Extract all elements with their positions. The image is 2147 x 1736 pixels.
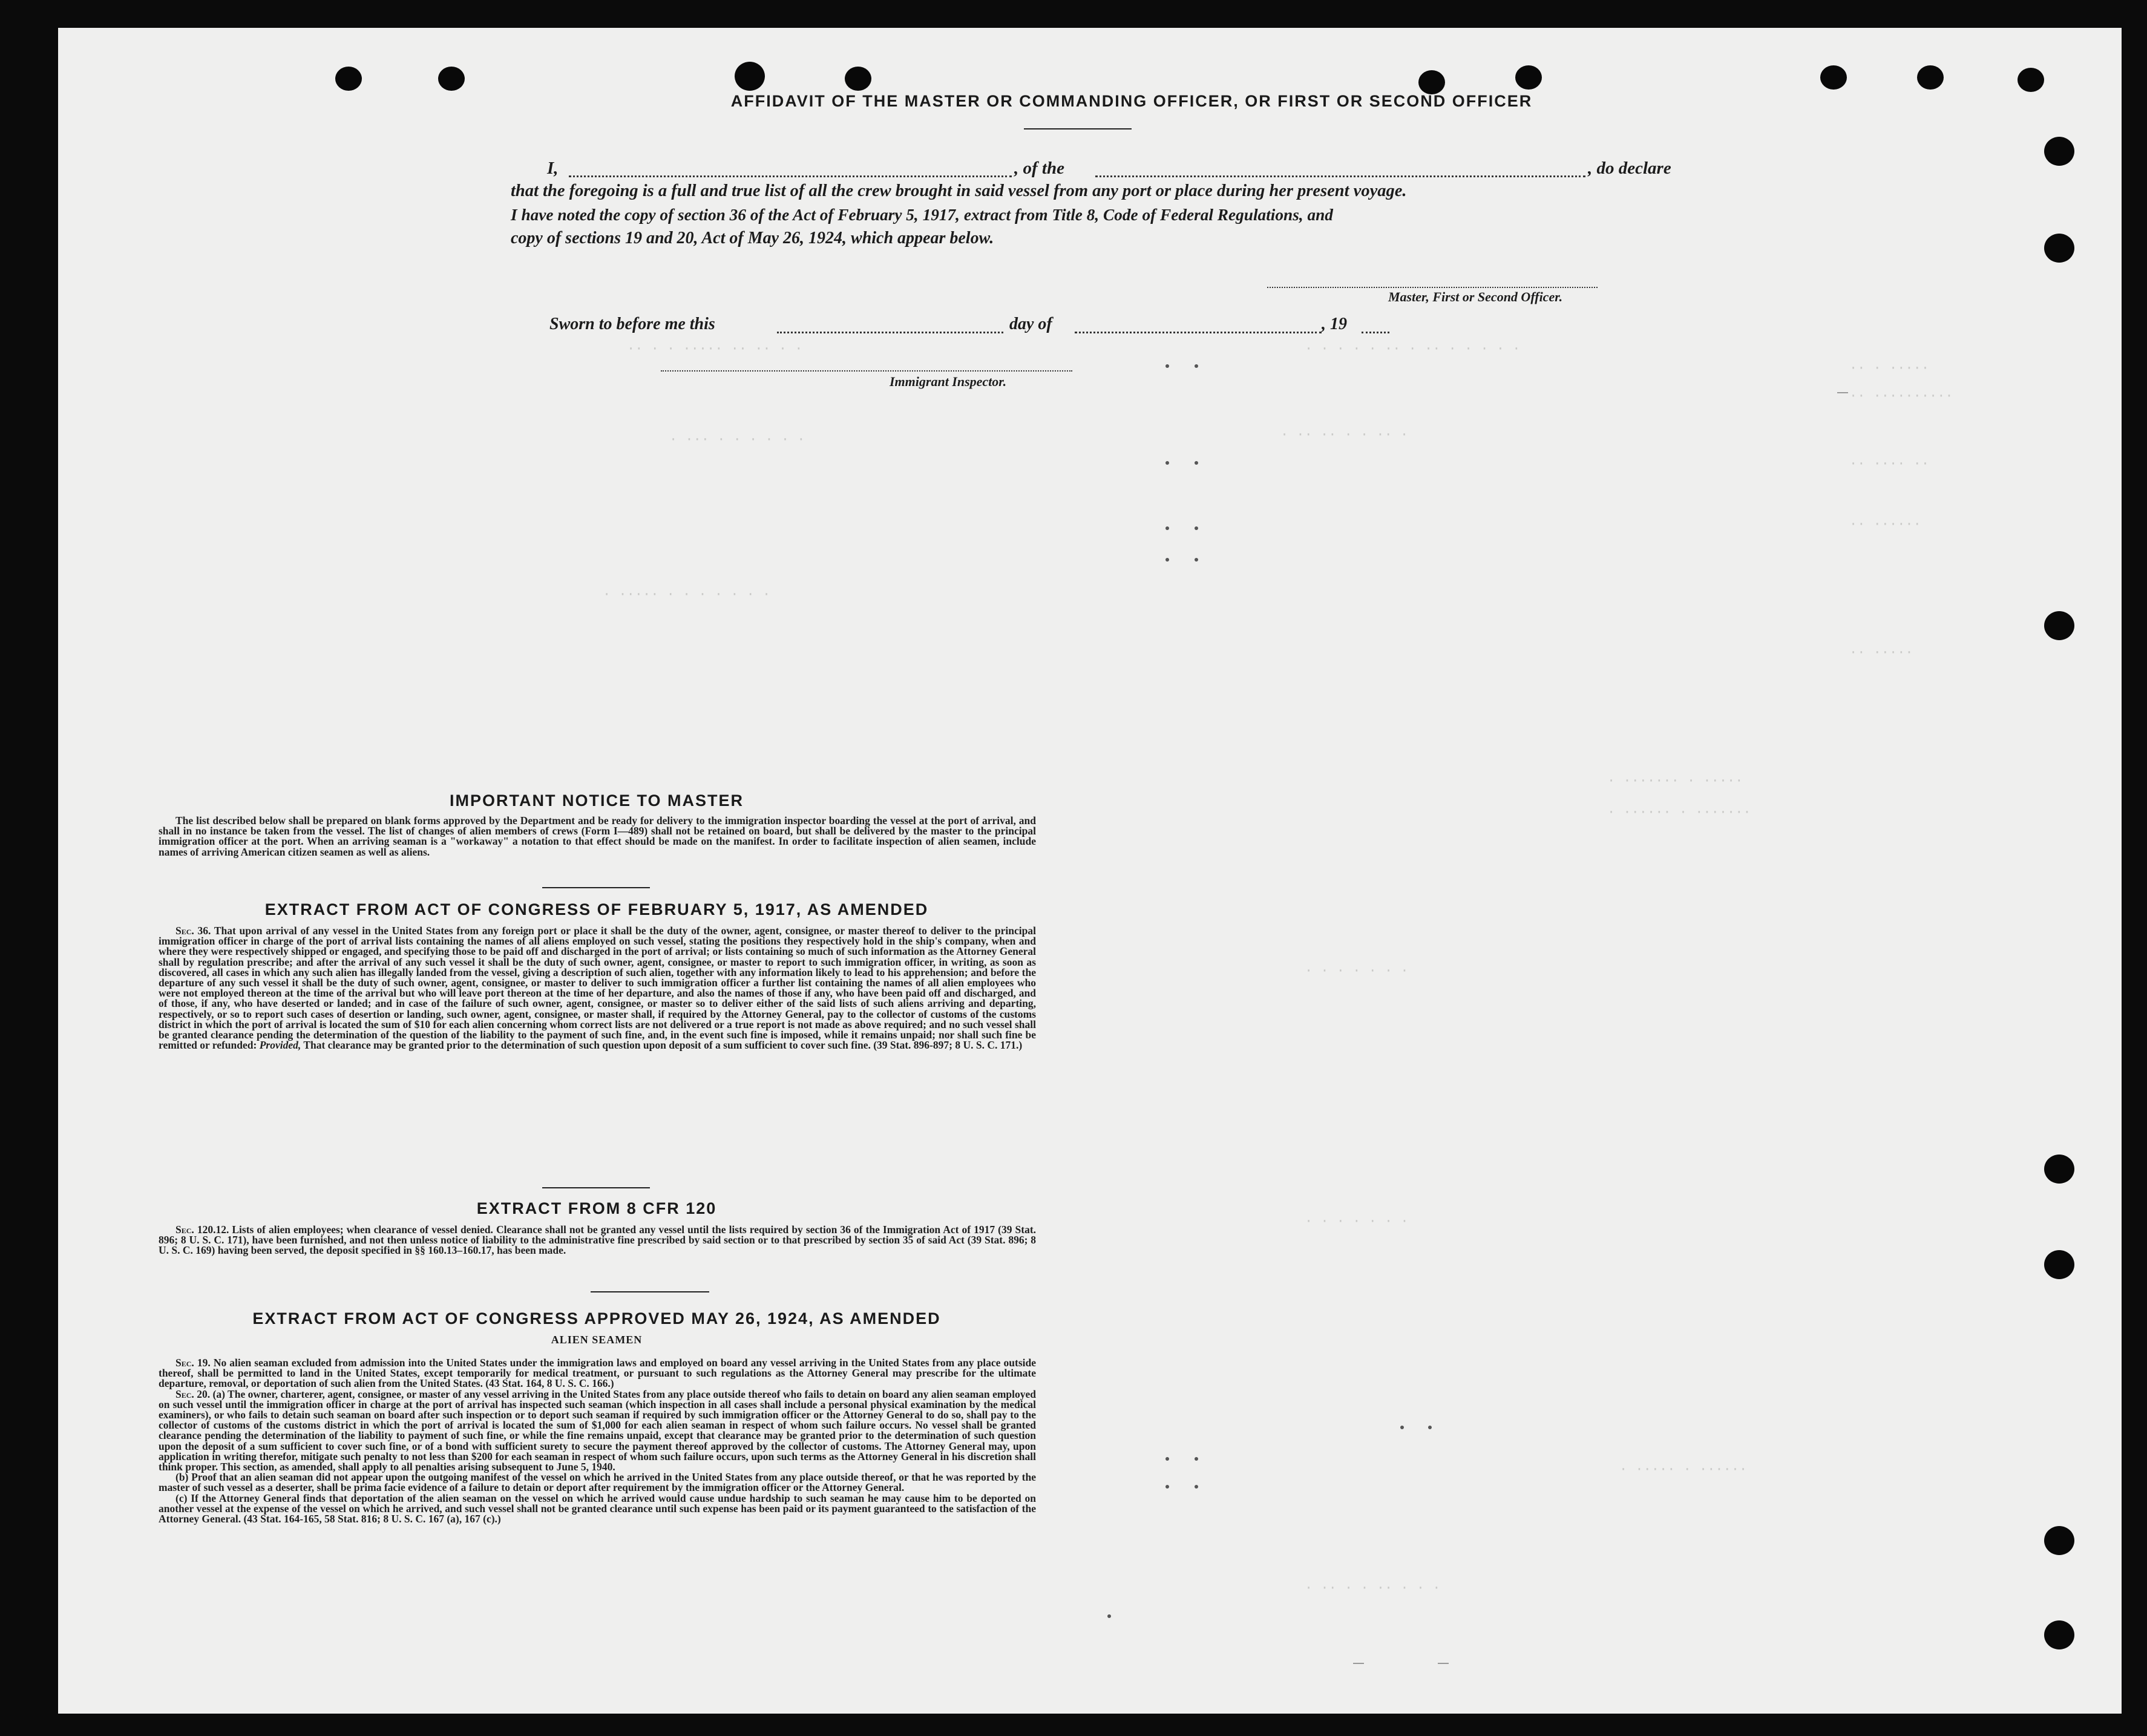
section-19-text: No alien seaman excluded from admission into the United States under the immigration laws and employed on board any vessel arriving in the United States from any place outside thereof, shall be permitted to land in the United States, except temporarily for medical treatment, or pursuant to such regulations as the Attorney General may prescribe for the ultimate departure, removal, or deportation of such alien from the United States. (43 Stat. 164, 8 U. S. C. 166.): [159, 1357, 1037, 1390]
bleed-through-text: · ····· · · · · · · ·: [603, 587, 771, 602]
bleed-through-text: · · · · · · ·: [1305, 963, 1409, 978]
column-dot: [1428, 1426, 1432, 1429]
declare-label: , do declare: [1588, 159, 1671, 178]
bleed-through-text: · ·· ·· · · ·· ·: [1280, 427, 1409, 442]
extract-1924-text: [159, 1358, 1036, 1524]
year-label: , 19: [1322, 315, 1347, 333]
cfr-text: [159, 1225, 1036, 1256]
declarant-label: I,: [547, 159, 559, 178]
column-dot: [1195, 1457, 1198, 1461]
divider: [542, 1187, 650, 1188]
extract-1924-title: EXTRACT FROM ACT OF CONGRESS APPROVED MAY 26, 1924, AS AMENDED: [252, 1309, 941, 1328]
bleed-through-text: · ······· · ·····: [1607, 773, 1743, 788]
punch-hole: [1515, 65, 1542, 90]
bleed-through-text: ·· ··········: [1849, 388, 1953, 404]
sworn-month-blank[interactable]: [1075, 332, 1322, 333]
section-20b-text: (b) Proof that an alien seaman did not appear upon the outgoing manifest of the vessel on which he arrived in the United States from any place outside thereof, or that he was reported by the master of such vessel as a deserter, shall be prima facie evidence of a failure to detain or deport after requirement by the immigration officer or the Attorney General.: [159, 1471, 1036, 1494]
vessel-name-blank[interactable]: [1095, 175, 1585, 177]
punch-hole: [2044, 234, 2074, 263]
section-36-text-end: That clearance may be granted prior to the determination of such question upon deposit of a sum sufficient to cover such fine. (39 Stat. 896-897; 8 U. S. C. 171.): [303, 1039, 1023, 1052]
bleed-through-text: · ·· · · ·· · · ·: [1305, 1580, 1441, 1596]
notice-title: IMPORTANT NOTICE TO MASTER: [450, 791, 744, 810]
column-dot: [1107, 1614, 1111, 1618]
declaration-line-4: copy of sections 19 and 20, Act of May 26, 1924, which appear below.: [511, 229, 994, 247]
punch-hole: [2044, 137, 2074, 166]
bleed-through-text: · ······ · ·······: [1607, 805, 1751, 820]
bleed-through-text: ·· ···· ··: [1849, 456, 1930, 471]
bleed-through-text: · · · · · · ·: [1305, 1214, 1409, 1229]
section-label: Sec. 20.: [175, 1387, 211, 1400]
column-dot: [1165, 558, 1169, 562]
column-dot: [1195, 461, 1198, 465]
notice-paragraph: The list described below shall be prepared on blank forms approved by the Department and be ready for delivery to the immigration inspector boarding the vessel at the port of arrival, and shall in no instance be taken from the vessel. The list of changes of alien members of crews (Form I—489) shall not be retained on board, but shall be delivered by the master to the principal immigration officer at the port. When an arriving seaman is a "workaway" a notation to that effect should be made on the manifest. In order to facilitate inspection of alien seamen, include names of arriving American citizen seamen as well as aliens.: [159, 814, 1036, 858]
section-label: Sec. 19.: [175, 1357, 211, 1369]
column-dot: [1165, 1457, 1169, 1461]
master-signature-caption: Master, First or Second Officer.: [1388, 289, 1563, 304]
section-20c-text: (c) If the Attorney General finds that deportation of the alien seaman on the vessel on which he arrived would cause undue hardship to such seaman he may cause him to be deported on another vessel at the expense of the vessel on which he arrived, and such vessel shall not be granted clearance until such expense has been paid or its payment guaranteed to the satisfaction of the Attorney General. (43 Stat. 164-165, 58 Stat. 816; 8 U. S. C. 167 (a), 167 (c).): [159, 1492, 1036, 1525]
bleed-through-text: ·· ······: [1849, 517, 1921, 532]
inspector-signature-caption: Immigrant Inspector.: [890, 374, 1007, 389]
section-120-12-text: Lists of alien employees; when clearance of vessel denied. Clearance shall not be granted any vessel until the lists required by section 36 of the Immigration Act of 1917 (39 Stat. 896; 8 U. S. C. 171), have been furnished, and not then unless notice of liability to the administrative fine prescribed by said section or to that prescribed by section 35 of said Act (39 Stat. 896; 8 U. S. C. 169) having been served, the deposit specified in §§ 160.13–160.17, has been made.: [159, 1223, 1037, 1257]
punch-hole: [2044, 1250, 2074, 1279]
bleed-through-text: · ··· · · · · · ·: [669, 432, 805, 447]
column-dot: [1195, 1485, 1198, 1489]
punch-hole: [1418, 70, 1445, 94]
bleed-through-text: ·· ·····: [1849, 645, 1913, 660]
punch-hole: [2044, 1155, 2074, 1184]
column-dot: [1165, 1485, 1169, 1489]
margin-mark: [1837, 392, 1848, 393]
punch-hole: [735, 62, 765, 91]
day-of-label: day of: [1009, 315, 1052, 333]
provided-label: Provided,: [259, 1039, 301, 1052]
punch-hole: [1820, 65, 1847, 90]
column-dot: [1195, 364, 1198, 368]
punch-hole: [335, 67, 362, 91]
extract-1917-text: [159, 926, 1036, 1050]
divider: [591, 1291, 709, 1292]
section-20a-text: (a) The owner, charterer, agent, consignee, or master of any vessel arriving in the United States from any place outside thereof who fails to detain on board any alien seaman employed on such vessel until the immigration officer in charge at the port of arrival has inspected such seaman (which inspection in all cases shall include a personal physical examination by the medical examiners), or who fails to detain such seaman on board after such inspection or to deport such seaman if required by such immigration officer or the Attorney General to do so, shall pay to the collector of customs of the customs district in which the port of arrival is located the sum of $1,000 for each alien seaman in respect of whom such failure occurs. No vessel shall be granted clearance pending the determination of the liability to payment of such fine, or while the fine remains unpaid, except that clearance may be granted prior to the determination of such question upon the deposit of a sum sufficient to cover such fine, or of a bond with sufficient surety to secure the payment thereof approved by the collector of customs. The Attorney General may, upon application in writing therefor, mitigate such penalty to not less than $200 for each seaman in respect of whom such failure occurs, upon such terms as the Attorney General in his discretion shall think proper. This section, as amended, shall apply to all penalties arising subsequent to June 5, 1940.: [159, 1387, 1037, 1473]
bleed-through-text: ·· · ·····: [1849, 361, 1930, 376]
column-dot: [1165, 461, 1169, 465]
notice-text: [159, 816, 1036, 857]
column-dot: [1195, 558, 1198, 562]
master-signature-line[interactable]: [1267, 287, 1598, 288]
punch-hole: [1917, 65, 1944, 90]
punch-hole: [2018, 68, 2044, 92]
bleed-through-text: · · · · · ·· · ·· · · · · ·: [1305, 341, 1521, 356]
inspector-signature-line[interactable]: [661, 370, 1072, 372]
vessel-label: , of the: [1014, 159, 1064, 178]
divider: [1024, 128, 1132, 129]
punch-hole: [2044, 611, 2074, 640]
affidavit-title: AFFIDAVIT OF THE MASTER OR COMMANDING OFFICER, OR FIRST OR SECOND OFFICER: [730, 92, 1533, 110]
punch-hole: [2044, 1620, 2074, 1649]
sworn-day-blank[interactable]: [777, 332, 1003, 333]
section-label: Sec. 36.: [175, 925, 211, 937]
bleed-through-text: · ····· · ······: [1619, 1462, 1748, 1477]
bleed-through-text: ·· · · ····· ·· ·· · ·: [627, 341, 803, 356]
punch-hole: [845, 67, 871, 91]
sworn-label: Sworn to before me this: [549, 315, 715, 333]
extract-1917-title: EXTRACT FROM ACT OF CONGRESS OF FEBRUARY 5, 1917, AS AMENDED: [264, 900, 929, 919]
column-dot: [1165, 364, 1169, 368]
punch-hole: [2044, 1526, 2074, 1555]
divider: [542, 887, 650, 888]
document-page: [58, 28, 2122, 1714]
margin-mark: [1438, 1663, 1449, 1664]
sworn-year-blank[interactable]: [1362, 332, 1389, 333]
extract-1924-subtitle: ALIEN SEAMEN: [551, 1334, 643, 1346]
section-36-text: That upon arrival of any vessel in the United States from any foreign port or place it shall be the duty of the owner, agent, consignee, or master thereof to deliver to the principal immigration officer in charge of the port of arrival lists containing the names of all aliens employed on such vessel, stating the positions they respectively hold in the ship's company, when and where they were respectively shipped or engaged, and specifying those to be paid off and discharged in the port of arrival; or lists containing so much of such information as the Attorney General shall by regulation prescribe; and after the arrival of any such vessel it shall be the duty of such owner, agent, consignee, or master to report to such immigration officer, in writing, as soon as discovered, all cases in which any such alien has illegally landed from the vessel, giving a description of such alien, together with any information likely to lead to his apprehension; and before the departure of any such vessel it shall be the duty of such owner, agent, consignee, or master to deliver to such immigration officer a further list containing the names of all alien employees who were not employed thereon at the time of the arrival but who will leave port thereon at the time of her departure, and also the names of those if any, who have been paid off and discharged, and of those, if any, who have deserted or landed; and in case of the failure of such owner, agent, consignee, or master so to deliver either of the said lists of such aliens arriving and departing, respectively, or so to report such cases of desertion or landing, such owner, agent, consignee, or master shall, if required by the Attorney General, pay to the collector of customs of the customs district in which the port of arrival is located the sum of $10 for each alien concerning whom correct lists are not delivered or a true report is not made as above required; and no such vessel shall be granted clearance pending the determination of the question of the liability to the payment of such fine, and, in the event such fine is imposed, while it remains unpaid; nor shall such fine be remitted or refunded:: [159, 925, 1037, 1052]
column-dot: [1400, 1426, 1404, 1429]
punch-hole: [438, 67, 465, 91]
section-label: Sec. 120.12.: [175, 1223, 229, 1236]
cfr-title: EXTRACT FROM 8 CFR 120: [476, 1199, 717, 1217]
declaration-line-2: that the foregoing is a full and true list of all the crew brought in said vessel from any port or place during her present voyage.: [511, 182, 1407, 200]
column-dot: [1165, 526, 1169, 530]
declarant-name-blank[interactable]: [569, 175, 1012, 177]
margin-mark: [1353, 1663, 1364, 1664]
declaration-line-3: I have noted the copy of section 36 of the Act of February 5, 1917, extract from Title 8, Code of Federal Regulations, and: [511, 206, 1333, 224]
column-dot: [1195, 526, 1198, 530]
